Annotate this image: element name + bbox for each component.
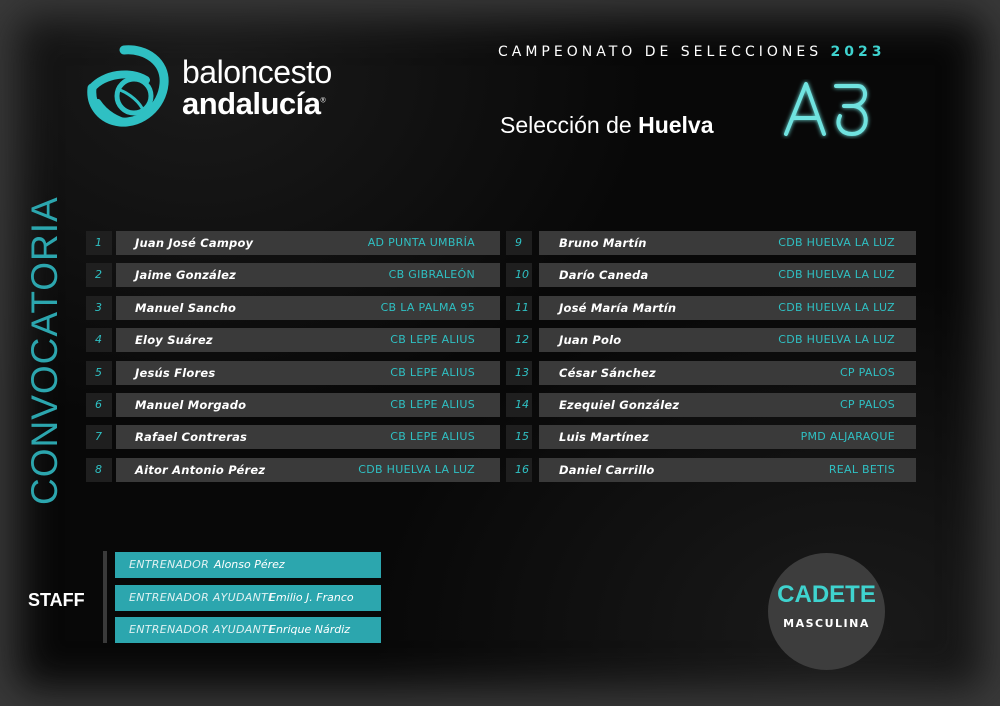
staff-divider [103,551,107,643]
player-name: Jesús Flores [135,366,216,380]
category-gender: MASCULINA [783,617,870,630]
player-bar [116,231,500,255]
player-number: 13 [506,361,532,385]
player-number: 9 [506,231,532,255]
player-bar [116,393,500,417]
a8-badge-icon [780,78,876,140]
player-name: Bruno Martín [559,236,647,250]
player-name: Aitor Antonio Pérez [135,463,266,477]
player-bar [116,361,500,385]
player-club: CB LA PALMA 95 [380,301,475,314]
player-name: Luis Martínez [559,430,649,444]
player-club: PMD ALJARAQUE [800,430,895,443]
player-club: CDB HUELVA LA LUZ [358,463,475,476]
staff-label: STAFF [28,590,85,610]
player-bar [116,296,500,320]
player-number: 5 [86,361,112,385]
staff-name: Enrique Nárdiz [269,623,351,636]
player-name: César Sánchez [559,366,656,380]
player-bar [116,263,500,287]
player-club: CDB HUELVA LA LUZ [778,301,895,314]
player-club: CB GIBRALEÓN [388,268,475,281]
player-club: CDB HUELVA LA LUZ [778,268,895,281]
player-number: 15 [506,425,532,449]
player-name: Rafael Contreras [135,430,248,444]
player-club: CB LEPE ALIUS [390,430,475,443]
player-name: Darío Caneda [559,268,649,282]
player-club: CP PALOS [839,366,895,379]
player-number: 12 [506,328,532,352]
player-bar [539,458,916,482]
player-club: CDB HUELVA LA LUZ [778,236,895,249]
player-number: 4 [86,328,112,352]
championship-title [498,44,886,60]
player-bar [116,458,500,482]
staff-name: Alonso Pérez [214,558,285,571]
player-number: 8 [86,458,112,482]
championship-name: CAMPEONATO DE SELECCIONES [498,44,823,60]
player-number: 7 [86,425,112,449]
player-bar [539,296,916,320]
player-name: Manuel Morgado [135,398,247,412]
staff-name: Emilio J. Franco [269,591,354,604]
player-name: Ezequiel González [559,398,680,412]
player-number: 1 [86,231,112,255]
category-badge [768,553,885,670]
brand-name-line2-text: andalucía [182,86,321,121]
selection-name: Huelva [638,112,714,138]
player-club: AD PUNTA UMBRÍA [367,236,475,249]
selection-title [500,112,714,139]
staff-member [115,617,381,643]
player-bar [539,393,916,417]
player-bar [539,328,916,352]
player-name: Juan Polo [559,333,622,347]
player-bar [539,361,916,385]
player-number: 16 [506,458,532,482]
registered-mark: ® [320,97,326,105]
player-bar [539,263,916,287]
championship-year: 2023 [830,44,886,60]
brand-name-line2 [182,86,325,122]
brand-logo [84,44,344,134]
selection-prefix: Selección de [500,112,632,138]
basketball-logo-icon [84,44,174,130]
player-bar [539,231,916,255]
player-name: José María Martín [559,301,677,315]
player-club: CB LEPE ALIUS [390,333,475,346]
player-club: CP PALOS [839,398,895,411]
player-number: 2 [86,263,112,287]
player-number: 10 [506,263,532,287]
player-name: Manuel Sancho [135,301,237,315]
player-bar [116,328,500,352]
player-club: CDB HUELVA LA LUZ [778,333,895,346]
player-club: CB LEPE ALIUS [390,398,475,411]
player-number: 14 [506,393,532,417]
player-name: Juan José Campoy [135,236,254,250]
player-club: REAL BETIS [828,463,895,476]
player-name: Eloy Suárez [135,333,213,347]
staff-member [115,585,381,611]
player-club: CB LEPE ALIUS [390,366,475,379]
player-bar [116,425,500,449]
player-number: 6 [86,393,112,417]
player-bar [539,425,916,449]
staff-role: ENTRENADOR AYUDANTE [129,623,276,636]
player-number: 11 [506,296,532,320]
staff-role: ENTRENADOR [129,558,210,571]
player-name: Daniel Carrillo [559,463,655,477]
player-number: 3 [86,296,112,320]
brand-name-line1: baloncesto [182,54,332,90]
convocatoria-vertical-title: CONVOCATORIA [24,196,65,505]
staff-member [115,552,381,578]
player-name: Jaime González [135,268,236,282]
category-age: CADETE [777,581,876,608]
staff-role: ENTRENADOR AYUDANTE [129,591,276,604]
